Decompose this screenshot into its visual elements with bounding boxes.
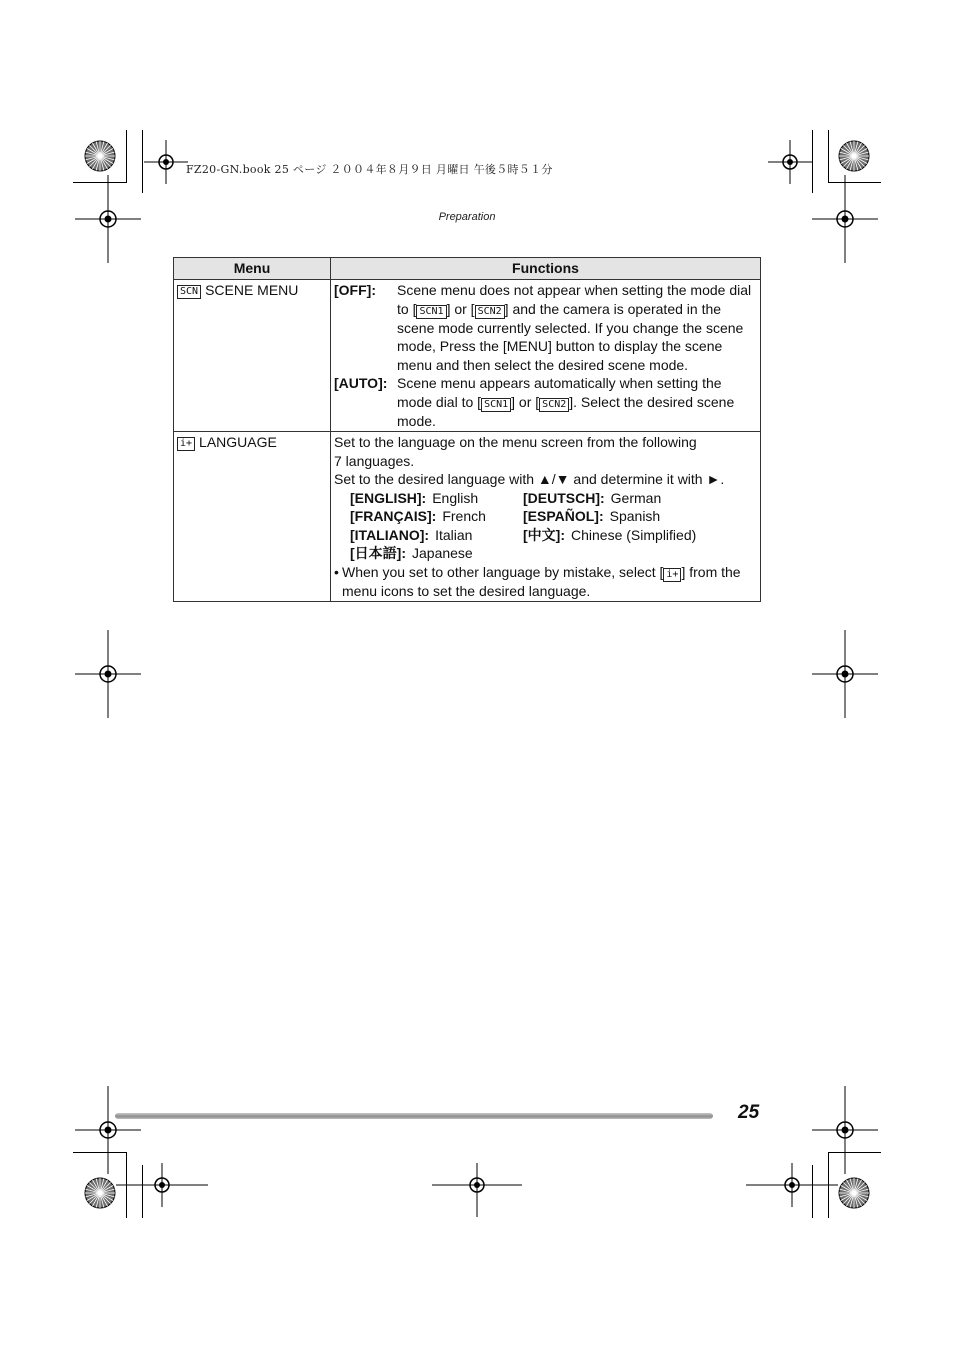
registration-target-icon: [75, 175, 141, 263]
option-auto-text: [397, 374, 757, 430]
print-header: FZ20-GN.book 25 ページ ２００４年８月９日 月曜日 午後５時５１分: [186, 163, 553, 176]
language-value: Chinese (Simplified): [571, 526, 697, 543]
scene-menu-cell: [174, 280, 331, 432]
page-number: 25: [738, 1102, 760, 1123]
language-value: English: [432, 489, 479, 506]
option-off-key: [OFF]:: [334, 282, 376, 298]
registration-target-icon: [768, 140, 812, 184]
language-intro-1: Set to the language on the menu screen from the following: [334, 434, 697, 450]
scn1-icon: SCN1: [416, 305, 446, 319]
note-text-1: When you set to other language by mistake, select [: [342, 563, 664, 580]
language-value: French: [442, 508, 486, 524]
scene-menu-functions: [331, 280, 761, 432]
language-cell: [174, 432, 331, 602]
language-value: Japanese: [412, 545, 473, 561]
language-value: German: [610, 489, 662, 506]
option-auto: [334, 374, 757, 430]
language-option: [350, 489, 523, 508]
auto-text-3: ]. Select the desired scene mode.: [397, 393, 735, 429]
language-key: [ENGLISH]:: [350, 489, 427, 506]
note-text-2: ] from the menu icons to set the desired language.: [342, 563, 741, 599]
scn2-icon: SCN2: [475, 305, 505, 319]
language-key: [FRANÇAIS]:: [350, 508, 437, 524]
language-option: [350, 544, 523, 563]
language-setup-icon: i+: [177, 437, 195, 451]
table-row-scene-menu: [174, 280, 761, 432]
language-intro-2: 7 languages.: [334, 452, 415, 469]
registration-target-icon: [812, 1086, 878, 1174]
language-functions: [331, 432, 761, 602]
option-off-text: [397, 281, 757, 374]
scn2-icon: SCN2: [539, 398, 569, 412]
language-name: LANGUAGE: [199, 434, 277, 450]
option-off: [334, 281, 757, 374]
starburst-mark-icon: [838, 140, 870, 172]
language-key: [ITALIANO]:: [350, 526, 430, 543]
registration-target-icon: [116, 1163, 208, 1207]
language-options: [350, 489, 757, 563]
language-option: [350, 526, 523, 545]
language-option: [523, 526, 753, 545]
language-key: [ESPAÑOL]:: [523, 508, 604, 524]
registration-target-icon: [75, 630, 141, 718]
language-option: [523, 489, 753, 508]
scene-menu-icon: SCN: [177, 285, 201, 299]
off-text-3: ] and the camera is operated in the scene mode currently selected. If you change the scene mode, Press the [MENU] button to display the scene menu and then select the desired scene mode.: [397, 300, 744, 373]
table-header-row: [174, 258, 761, 280]
note-text: [342, 563, 757, 601]
registration-target-icon: [812, 630, 878, 718]
auto-text-1: Scene menu appears automatically when setting the mode dial to [: [397, 375, 722, 410]
scn1-icon: SCN1: [481, 398, 511, 412]
menu-table: [173, 257, 761, 602]
language-option: [523, 507, 753, 526]
option-auto-key: [AUTO]:: [334, 375, 388, 391]
auto-text-2: ] or [: [511, 393, 540, 410]
crop-mark: [142, 130, 143, 193]
scene-menu-name: SCENE MENU: [205, 282, 299, 298]
language-key: [日本語]:: [350, 545, 406, 561]
registration-target-icon: [75, 1086, 141, 1174]
language-value: Italian: [435, 526, 473, 543]
registration-target-icon: [144, 140, 188, 184]
language-intro-3: Set to the desired language with ▲/▼ and determine it with ►.: [334, 471, 725, 487]
section-title: Preparation: [438, 211, 496, 223]
note-bullet: •: [334, 563, 339, 580]
language-note: [334, 563, 757, 601]
registration-target-icon: [746, 1163, 838, 1207]
off-text-2: ] or [: [446, 300, 475, 317]
language-key: [DEUTSCH]:: [523, 489, 605, 506]
registration-target-icon: [432, 1163, 522, 1217]
footer-rule: [115, 1113, 713, 1119]
language-setup-icon: i+: [663, 568, 681, 582]
header-functions: Functions: [331, 258, 761, 280]
table-row-language: [174, 432, 761, 602]
language-option: [350, 507, 523, 526]
starburst-mark-icon: [84, 1177, 116, 1209]
off-text-1: Scene menu does not appear when setting the mode dial to [: [397, 282, 752, 317]
language-key: [中文]:: [523, 526, 565, 543]
starburst-mark-icon: [838, 1177, 870, 1209]
starburst-mark-icon: [84, 140, 116, 172]
header-menu: Menu: [174, 258, 331, 280]
language-value: Spanish: [609, 508, 661, 524]
registration-target-icon: [812, 175, 878, 263]
